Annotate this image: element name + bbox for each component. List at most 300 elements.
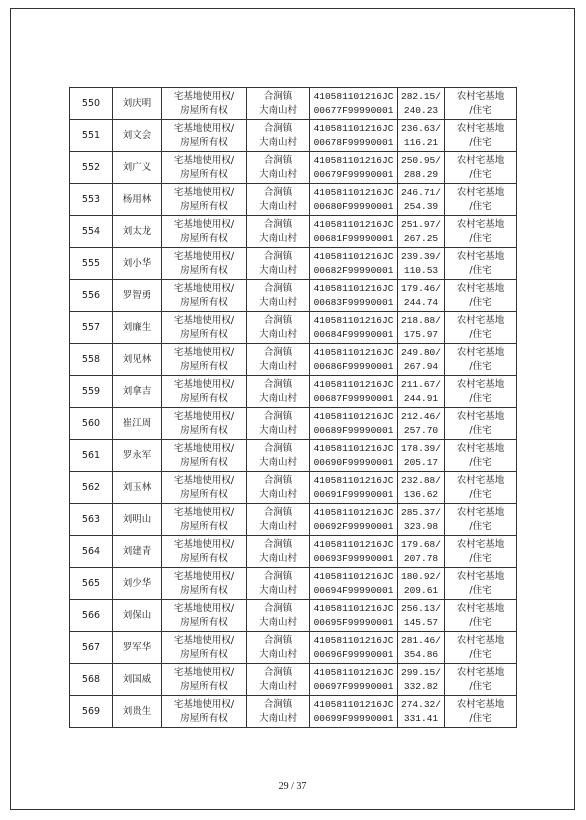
land-use-cell xyxy=(445,376,517,408)
area-values-cell xyxy=(398,120,445,152)
location-line: 大南山村 xyxy=(258,360,297,372)
right-type-cell xyxy=(162,152,247,184)
area-values-line: 175.97 xyxy=(403,328,439,340)
owner-name-cell: 刘明山 xyxy=(113,504,162,536)
owner-name-cell: 刘保山 xyxy=(113,600,162,632)
area-values-line: 244.91 xyxy=(403,392,439,404)
right-type-line: 宅基地使用权/ xyxy=(173,442,235,454)
location-cell xyxy=(247,568,310,600)
property-code-cell xyxy=(310,568,398,600)
location-line: 大南山村 xyxy=(258,328,297,340)
location-line: 合涧镇 xyxy=(263,442,293,454)
area-values-line: 179.46/ xyxy=(401,282,441,294)
right-type-line: 宅基地使用权/ xyxy=(173,666,235,678)
area-values-cell xyxy=(398,504,445,536)
location-line: 大南山村 xyxy=(258,552,297,564)
area-values-cell xyxy=(398,696,445,728)
property-code-line: 410581101216JC xyxy=(313,410,394,422)
area-values-line: 179.68/ xyxy=(401,538,441,550)
location-cell xyxy=(247,440,310,472)
right-type-cell xyxy=(162,376,247,408)
location-cell xyxy=(247,696,310,728)
right-type-cell xyxy=(162,312,247,344)
location-cell xyxy=(247,344,310,376)
area-values-line: 249.80/ xyxy=(401,346,441,358)
property-code-line: 410581101216JC xyxy=(313,154,394,166)
land-use-line: /住宅 xyxy=(469,456,492,468)
owner-name-cell: 刘拿吉 xyxy=(113,376,162,408)
area-values-line: 209.61 xyxy=(403,584,439,596)
row-number-cell: 569 xyxy=(70,696,113,728)
area-values-cell xyxy=(398,216,445,248)
property-code-line: 410581101216JC xyxy=(313,570,394,582)
property-code-line: 410581101216JC xyxy=(313,186,394,198)
area-values-line: 178.39/ xyxy=(401,442,441,454)
table-row xyxy=(70,472,517,504)
table-row xyxy=(70,504,517,536)
right-type-line: 房屋所有权 xyxy=(180,264,228,276)
right-type-line: 宅基地使用权/ xyxy=(173,474,235,486)
land-use-cell xyxy=(445,536,517,568)
area-values-line: 246.71/ xyxy=(401,186,441,198)
right-type-line: 房屋所有权 xyxy=(180,680,228,692)
location-line: 大南山村 xyxy=(258,616,297,628)
row-number-cell: 564 xyxy=(70,536,113,568)
area-values-line: 145.57 xyxy=(403,616,439,628)
location-line: 合涧镇 xyxy=(263,154,293,166)
row-number-cell: 568 xyxy=(70,664,113,696)
land-use-line: 农村宅基地 xyxy=(456,250,505,262)
area-values-line: 205.17 xyxy=(403,456,439,468)
area-values-line: 274.32/ xyxy=(401,698,441,710)
right-type-line: 房屋所有权 xyxy=(180,296,228,308)
property-code-cell xyxy=(310,216,398,248)
location-cell xyxy=(247,600,310,632)
owner-name-cell: 罗智勇 xyxy=(113,280,162,312)
land-use-cell xyxy=(445,280,517,312)
land-use-cell xyxy=(445,248,517,280)
area-values-line: 285.37/ xyxy=(401,506,441,518)
property-code-line: 410581101216JC xyxy=(313,378,394,390)
land-use-line: /住宅 xyxy=(469,360,492,372)
right-type-line: 宅基地使用权/ xyxy=(173,602,235,614)
location-cell xyxy=(247,216,310,248)
right-type-line: 房屋所有权 xyxy=(180,104,228,116)
area-values-cell xyxy=(398,248,445,280)
land-use-line: 农村宅基地 xyxy=(456,282,505,294)
page-number: 29 / 37 xyxy=(278,781,307,792)
land-use-line: /住宅 xyxy=(469,488,492,500)
location-line: 大南山村 xyxy=(258,392,297,404)
area-values-cell xyxy=(398,280,445,312)
area-values-line: 136.62 xyxy=(403,488,439,500)
property-code-cell xyxy=(310,632,398,664)
right-type-line: 房屋所有权 xyxy=(180,168,228,180)
right-type-line: 宅基地使用权/ xyxy=(173,538,235,550)
land-use-line: 农村宅基地 xyxy=(456,570,505,582)
right-type-cell xyxy=(162,248,247,280)
right-type-line: 宅基地使用权/ xyxy=(173,122,235,134)
land-use-line: 农村宅基地 xyxy=(456,538,505,550)
property-code-line: 410581101216JC xyxy=(313,538,394,550)
land-use-line: 农村宅基地 xyxy=(456,442,505,454)
row-number-cell: 555 xyxy=(70,248,113,280)
table-row xyxy=(70,280,517,312)
right-type-line: 房屋所有权 xyxy=(180,392,228,404)
location-line: 合涧镇 xyxy=(263,698,293,710)
land-use-line: /住宅 xyxy=(469,200,492,212)
area-values-cell xyxy=(398,408,445,440)
location-line: 大南山村 xyxy=(258,648,297,660)
right-type-line: 房屋所有权 xyxy=(180,424,228,436)
property-code-line: 00694F99990001 xyxy=(313,584,394,596)
land-use-line: /住宅 xyxy=(469,296,492,308)
location-cell xyxy=(247,312,310,344)
owner-name-cell: 刘少华 xyxy=(113,568,162,600)
table-row xyxy=(70,184,517,216)
area-values-line: 218.88/ xyxy=(401,314,441,326)
right-type-line: 宅基地使用权/ xyxy=(173,282,235,294)
owner-name-cell: 刘国威 xyxy=(113,664,162,696)
table-row xyxy=(70,248,517,280)
right-type-line: 宅基地使用权/ xyxy=(173,314,235,326)
right-type-cell xyxy=(162,408,247,440)
area-values-line: 240.23 xyxy=(403,104,439,116)
land-use-cell xyxy=(445,152,517,184)
owner-name-cell: 刘建青 xyxy=(113,536,162,568)
owner-name-cell: 刘见林 xyxy=(113,344,162,376)
area-values-line: 207.78 xyxy=(403,552,439,564)
right-type-cell xyxy=(162,472,247,504)
land-use-cell xyxy=(445,408,517,440)
location-line: 大南山村 xyxy=(258,232,297,244)
land-use-line: /住宅 xyxy=(469,520,492,532)
land-use-line: 农村宅基地 xyxy=(456,410,505,422)
row-number-cell: 567 xyxy=(70,632,113,664)
right-type-line: 房屋所有权 xyxy=(180,616,228,628)
right-type-line: 房屋所有权 xyxy=(180,584,228,596)
property-code-line: 00689F99990001 xyxy=(313,424,394,436)
area-values-line: 110.53 xyxy=(403,264,439,276)
right-type-line: 宅基地使用权/ xyxy=(173,570,235,582)
location-line: 合涧镇 xyxy=(263,570,293,582)
property-code-line: 410581101216JC xyxy=(313,122,394,134)
right-type-cell xyxy=(162,632,247,664)
land-use-line: /住宅 xyxy=(469,648,492,660)
right-type-line: 房屋所有权 xyxy=(180,648,228,660)
location-cell xyxy=(247,248,310,280)
property-code-cell xyxy=(310,664,398,696)
right-type-cell xyxy=(162,280,247,312)
area-values-cell xyxy=(398,184,445,216)
land-use-line: /住宅 xyxy=(469,168,492,180)
land-use-line: 农村宅基地 xyxy=(456,122,505,134)
land-use-cell xyxy=(445,504,517,536)
land-use-line: 农村宅基地 xyxy=(456,154,505,166)
area-values-line: 256.13/ xyxy=(401,602,441,614)
property-code-line: 00691F99990001 xyxy=(313,488,394,500)
right-type-line: 宅基地使用权/ xyxy=(173,410,235,422)
row-number-cell: 566 xyxy=(70,600,113,632)
row-number-cell: 560 xyxy=(70,408,113,440)
property-code-cell xyxy=(310,376,398,408)
land-use-line: 农村宅基地 xyxy=(456,346,505,358)
area-values-line: 236.63/ xyxy=(401,122,441,134)
property-code-line: 410581101216JC xyxy=(313,602,394,614)
property-code-cell xyxy=(310,280,398,312)
property-code-cell xyxy=(310,120,398,152)
right-type-line: 房屋所有权 xyxy=(180,136,228,148)
property-code-cell xyxy=(310,88,398,120)
table-row xyxy=(70,600,517,632)
owner-name-cell: 罗永军 xyxy=(113,440,162,472)
right-type-line: 宅基地使用权/ xyxy=(173,186,235,198)
row-number-cell: 552 xyxy=(70,152,113,184)
property-code-line: 00687F99990001 xyxy=(313,392,394,404)
property-code-line: 410581101216JC xyxy=(313,506,394,518)
location-line: 合涧镇 xyxy=(263,410,293,422)
right-type-line: 宅基地使用权/ xyxy=(173,90,235,102)
location-line: 合涧镇 xyxy=(263,314,293,326)
land-use-line: 农村宅基地 xyxy=(456,378,505,390)
property-code-line: 410581101216JC xyxy=(313,250,394,262)
table-row xyxy=(70,88,517,120)
land-use-line: 农村宅基地 xyxy=(456,602,505,614)
location-line: 大南山村 xyxy=(258,712,297,724)
right-type-line: 宅基地使用权/ xyxy=(173,506,235,518)
property-code-line: 00678F99990001 xyxy=(313,136,394,148)
right-type-cell xyxy=(162,600,247,632)
property-code-line: 00684F99990001 xyxy=(313,328,394,340)
location-line: 合涧镇 xyxy=(263,506,293,518)
land-use-line: /住宅 xyxy=(469,680,492,692)
property-code-line: 00699F99990001 xyxy=(313,712,394,724)
table-row xyxy=(70,344,517,376)
location-cell xyxy=(247,88,310,120)
location-line: 大南山村 xyxy=(258,456,297,468)
property-code-line: 00682F99990001 xyxy=(313,264,394,276)
owner-name-cell: 刘廉生 xyxy=(113,312,162,344)
location-line: 合涧镇 xyxy=(263,634,293,646)
area-values-line: 354.86 xyxy=(403,648,439,660)
property-code-line: 410581101216JC xyxy=(313,90,394,102)
area-values-line: 244.74 xyxy=(403,296,439,308)
owner-name-cell: 罗军华 xyxy=(113,632,162,664)
row-number-cell: 565 xyxy=(70,568,113,600)
location-line: 大南山村 xyxy=(258,680,297,692)
right-type-line: 房屋所有权 xyxy=(180,232,228,244)
land-use-line: 农村宅基地 xyxy=(456,186,505,198)
right-type-line: 房屋所有权 xyxy=(180,360,228,372)
table-row xyxy=(70,152,517,184)
area-values-line: 251.97/ xyxy=(401,218,441,230)
land-use-line: 农村宅基地 xyxy=(456,634,505,646)
land-use-cell xyxy=(445,120,517,152)
land-use-cell xyxy=(445,632,517,664)
location-cell xyxy=(247,120,310,152)
area-values-line: 281.46/ xyxy=(401,634,441,646)
location-cell xyxy=(247,184,310,216)
land-use-line: /住宅 xyxy=(469,616,492,628)
land-use-line: /住宅 xyxy=(469,392,492,404)
table-row xyxy=(70,376,517,408)
land-use-line: /住宅 xyxy=(469,104,492,116)
land-use-cell xyxy=(445,664,517,696)
right-type-cell xyxy=(162,664,247,696)
right-type-cell xyxy=(162,568,247,600)
location-cell xyxy=(247,408,310,440)
land-use-cell xyxy=(445,568,517,600)
registry-table xyxy=(69,87,517,728)
property-code-cell xyxy=(310,440,398,472)
location-line: 合涧镇 xyxy=(263,282,293,294)
location-cell xyxy=(247,376,310,408)
right-type-cell xyxy=(162,504,247,536)
property-code-line: 00677F99990001 xyxy=(313,104,394,116)
location-line: 大南山村 xyxy=(258,424,297,436)
table-row xyxy=(70,536,517,568)
area-values-line: 288.29 xyxy=(403,168,439,180)
land-use-line: 农村宅基地 xyxy=(456,474,505,486)
location-cell xyxy=(247,664,310,696)
right-type-line: 房屋所有权 xyxy=(180,520,228,532)
location-line: 合涧镇 xyxy=(263,346,293,358)
property-code-line: 00679F99990001 xyxy=(313,168,394,180)
location-line: 合涧镇 xyxy=(263,218,293,230)
location-line: 合涧镇 xyxy=(263,538,293,550)
location-cell xyxy=(247,152,310,184)
table-row xyxy=(70,440,517,472)
location-line: 大南山村 xyxy=(258,264,297,276)
location-line: 合涧镇 xyxy=(263,474,293,486)
location-cell xyxy=(247,280,310,312)
property-code-line: 00686F99990001 xyxy=(313,360,394,372)
document-page xyxy=(10,8,575,810)
location-line: 合涧镇 xyxy=(263,250,293,262)
location-line: 大南山村 xyxy=(258,488,297,500)
owner-name-cell: 崔江周 xyxy=(113,408,162,440)
land-use-cell xyxy=(445,216,517,248)
right-type-line: 房屋所有权 xyxy=(180,328,228,340)
area-values-line: 180.92/ xyxy=(401,570,441,582)
property-code-line: 410581101216JC xyxy=(313,698,394,710)
property-code-line: 410581101216JC xyxy=(313,346,394,358)
right-type-cell xyxy=(162,216,247,248)
right-type-cell xyxy=(162,344,247,376)
property-code-cell xyxy=(310,600,398,632)
property-code-line: 00683F99990001 xyxy=(313,296,394,308)
area-values-cell xyxy=(398,472,445,504)
land-use-cell xyxy=(445,472,517,504)
land-use-line: 农村宅基地 xyxy=(456,314,505,326)
land-use-cell xyxy=(445,312,517,344)
area-values-cell xyxy=(398,632,445,664)
right-type-cell xyxy=(162,440,247,472)
land-use-line: /住宅 xyxy=(469,264,492,276)
land-use-line: 农村宅基地 xyxy=(456,90,505,102)
area-values-line: 254.39 xyxy=(403,200,439,212)
owner-name-cell: 刘庆明 xyxy=(113,88,162,120)
land-use-cell xyxy=(445,184,517,216)
right-type-cell xyxy=(162,88,247,120)
land-use-cell xyxy=(445,696,517,728)
table-row xyxy=(70,312,517,344)
property-code-cell xyxy=(310,344,398,376)
property-code-cell xyxy=(310,408,398,440)
row-number-cell: 553 xyxy=(70,184,113,216)
property-code-line: 00697F99990001 xyxy=(313,680,394,692)
land-use-cell xyxy=(445,440,517,472)
right-type-line: 宅基地使用权/ xyxy=(173,346,235,358)
area-values-line: 282.15/ xyxy=(401,90,441,102)
location-line: 合涧镇 xyxy=(263,666,293,678)
location-cell xyxy=(247,504,310,536)
right-type-line: 房屋所有权 xyxy=(180,200,228,212)
registry-table-body xyxy=(70,88,517,728)
property-code-line: 00680F99990001 xyxy=(313,200,394,212)
location-line: 大南山村 xyxy=(258,520,297,532)
location-cell xyxy=(247,536,310,568)
right-type-line: 宅基地使用权/ xyxy=(173,218,235,230)
table-row xyxy=(70,696,517,728)
row-number-cell: 556 xyxy=(70,280,113,312)
area-values-line: 332.82 xyxy=(403,680,439,692)
location-line: 大南山村 xyxy=(258,296,297,308)
property-code-line: 00696F99990001 xyxy=(313,648,394,660)
area-values-cell xyxy=(398,344,445,376)
property-code-line: 00695F99990001 xyxy=(313,616,394,628)
property-code-line: 410581101216JC xyxy=(313,634,394,646)
owner-name-cell: 刘太龙 xyxy=(113,216,162,248)
land-use-cell xyxy=(445,600,517,632)
owner-name-cell: 刘广义 xyxy=(113,152,162,184)
table-row xyxy=(70,632,517,664)
owner-name-cell: 杨用林 xyxy=(113,184,162,216)
land-use-line: /住宅 xyxy=(469,424,492,436)
property-code-line: 00681F99990001 xyxy=(313,232,394,244)
right-type-line: 宅基地使用权/ xyxy=(173,634,235,646)
property-code-cell xyxy=(310,696,398,728)
property-code-line: 410581101216JC xyxy=(313,666,394,678)
right-type-cell xyxy=(162,184,247,216)
right-type-cell xyxy=(162,536,247,568)
land-use-cell xyxy=(445,344,517,376)
property-code-cell xyxy=(310,248,398,280)
land-use-line: /住宅 xyxy=(469,232,492,244)
table-row xyxy=(70,664,517,696)
land-use-line: /住宅 xyxy=(469,328,492,340)
row-number-cell: 558 xyxy=(70,344,113,376)
land-use-line: /住宅 xyxy=(469,136,492,148)
area-values-line: 211.67/ xyxy=(401,378,441,390)
location-line: 大南山村 xyxy=(258,168,297,180)
right-type-line: 房屋所有权 xyxy=(180,552,228,564)
right-type-cell xyxy=(162,120,247,152)
right-type-line: 宅基地使用权/ xyxy=(173,250,235,262)
row-number-cell: 561 xyxy=(70,440,113,472)
location-line: 大南山村 xyxy=(258,584,297,596)
land-use-line: 农村宅基地 xyxy=(456,218,505,230)
area-values-line: 250.95/ xyxy=(401,154,441,166)
row-number-cell: 559 xyxy=(70,376,113,408)
land-use-cell xyxy=(445,88,517,120)
location-line: 合涧镇 xyxy=(263,602,293,614)
property-code-cell xyxy=(310,472,398,504)
row-number-cell: 551 xyxy=(70,120,113,152)
owner-name-cell: 刘玉林 xyxy=(113,472,162,504)
area-values-cell xyxy=(398,312,445,344)
land-use-line: 农村宅基地 xyxy=(456,698,505,710)
